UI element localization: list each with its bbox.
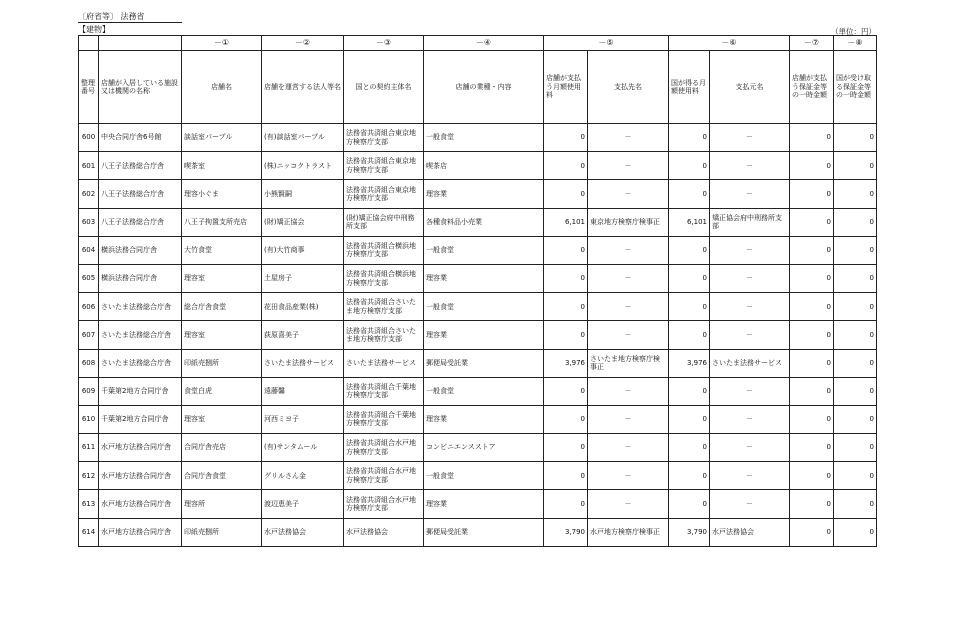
cell-business-type: 理容業 — [424, 321, 544, 349]
cell-payer: － — [710, 236, 790, 264]
header-payer: 支払元名 — [710, 51, 790, 124]
cell-facility: さいたま法務総合庁舎 — [99, 293, 182, 321]
cell-payee: － — [588, 462, 669, 490]
category-label: 【建物】 — [78, 25, 110, 34]
cell-payee: － — [588, 124, 669, 152]
cell-facility: 八王子法務総合庁舎 — [99, 208, 182, 236]
cell-monthly-fee-paid: 0 — [544, 124, 588, 152]
cell-deposit-received: 0 — [834, 518, 877, 546]
cell-deposit-received: 0 — [834, 124, 877, 152]
col-number: －⑧ — [834, 36, 877, 51]
cell-operator: 遠藤馨 — [262, 377, 344, 405]
cell-payee: － — [588, 405, 669, 433]
table-row — [79, 462, 877, 490]
cell-contract-party: さいたま法務サービス — [344, 349, 424, 377]
cell-business-type: 一般食堂 — [424, 124, 544, 152]
table-row — [79, 264, 877, 292]
cell-payee: － — [588, 152, 669, 180]
cell-payer: さいたま法務サービス — [710, 349, 790, 377]
cell-payee: － — [588, 434, 669, 462]
cell-payer: － — [710, 490, 790, 518]
cell-shop-name: 八王子拘置支所売店 — [182, 208, 262, 236]
cell-facility: 水戸地方法務合同庁舎 — [99, 462, 182, 490]
cell-business-type: 喫茶店 — [424, 152, 544, 180]
cell-monthly-fee-paid: 0 — [544, 152, 588, 180]
cell-operator: (財)矯正協会 — [262, 208, 344, 236]
cell-monthly-fee-paid: 0 — [544, 462, 588, 490]
cell-deposit-received: 0 — [834, 490, 877, 518]
cell-monthly-fee-received: 3,790 — [669, 518, 710, 546]
header-operator: 店舗を運営する法人等名 — [262, 51, 344, 124]
cell-shop-name: 理容所 — [182, 490, 262, 518]
cell-deposit-received: 0 — [834, 152, 877, 180]
cell-shop-name: 理容室 — [182, 405, 262, 433]
table-row — [79, 490, 877, 518]
cell-deposit-received: 0 — [834, 349, 877, 377]
table-row — [79, 180, 877, 208]
cell-business-type: 理容業 — [424, 264, 544, 292]
cell-shop-name: 理容室 — [182, 321, 262, 349]
table-row — [79, 152, 877, 180]
cell-facility: さいたま法務総合庁舎 — [99, 349, 182, 377]
col-number: －② — [262, 36, 344, 51]
table-row — [79, 208, 877, 236]
cell-monthly-fee-paid: 0 — [544, 264, 588, 292]
cell-deposit-paid: 0 — [790, 152, 834, 180]
col-number: －⑦ — [790, 36, 834, 51]
cell-deposit-received: 0 — [834, 208, 877, 236]
table-row — [79, 236, 877, 264]
cell-deposit-paid: 0 — [790, 180, 834, 208]
cell-shop-name: 喫茶室 — [182, 152, 262, 180]
cell-payee: － — [588, 236, 669, 264]
cell-business-type: 理容業 — [424, 180, 544, 208]
cell-id: 610 — [79, 405, 99, 433]
cell-payer: － — [710, 321, 790, 349]
cell-facility: 横浜法務合同庁舎 — [99, 264, 182, 292]
cell-contract-party: 法務省共済組合さいたま地方検察庁支部 — [344, 293, 424, 321]
cell-deposit-received: 0 — [834, 293, 877, 321]
table-row — [79, 349, 877, 377]
cell-contract-party: 法務省共済組合水戸地方検察庁支部 — [344, 434, 424, 462]
cell-payer: － — [710, 264, 790, 292]
cell-business-type: 各種食料品小売業 — [424, 208, 544, 236]
header-monthly-fee-paid: 店舗が支払う月額使用料 — [544, 51, 588, 124]
cell-monthly-fee-paid: 6,101 — [544, 208, 588, 236]
cell-operator: 荻原喜美子 — [262, 321, 344, 349]
header-id: 整理番号 — [79, 51, 99, 124]
cell-monthly-fee-received: 0 — [669, 152, 710, 180]
cell-id: 612 — [79, 462, 99, 490]
cell-monthly-fee-received: 0 — [669, 180, 710, 208]
cell-deposit-paid: 0 — [790, 321, 834, 349]
cell-payee: 東京地方検察庁検事正 — [588, 208, 669, 236]
cell-facility: さいたま法務総合庁舎 — [99, 321, 182, 349]
cell-monthly-fee-received: 0 — [669, 236, 710, 264]
cell-deposit-received: 0 — [834, 321, 877, 349]
cell-shop-name: 談話室パープル — [182, 124, 262, 152]
unit-label: （単位：円） — [831, 27, 876, 36]
cell-id: 608 — [79, 349, 99, 377]
ministry-underline — [78, 22, 182, 23]
cell-operator: (有)大竹商事 — [262, 236, 344, 264]
cell-business-type: 一般食堂 — [424, 377, 544, 405]
cell-payee: － — [588, 490, 669, 518]
cell-operator: 渡辺恵美子 — [262, 490, 344, 518]
cell-id: 602 — [79, 180, 99, 208]
cell-deposit-paid: 0 — [790, 124, 834, 152]
cell-id: 601 — [79, 152, 99, 180]
cell-contract-party: (財)矯正協会府中刑務所支部 — [344, 208, 424, 236]
cell-deposit-paid: 0 — [790, 236, 834, 264]
cell-business-type: 一般食堂 — [424, 236, 544, 264]
cell-monthly-fee-received: 3,976 — [669, 349, 710, 377]
cell-monthly-fee-paid: 0 — [544, 405, 588, 433]
cell-contract-party: 水戸法務協会 — [344, 518, 424, 546]
cell-monthly-fee-received: 0 — [669, 434, 710, 462]
cell-deposit-paid: 0 — [790, 490, 834, 518]
cell-id: 614 — [79, 518, 99, 546]
ministry-label: 〔府省等〕 法務省 — [78, 12, 145, 21]
cell-monthly-fee-paid: 3,790 — [544, 518, 588, 546]
cell-operator: (有)談話室パープル — [262, 124, 344, 152]
col-number: －① — [182, 36, 262, 51]
cell-deposit-received: 0 — [834, 236, 877, 264]
cell-business-type: 一般食堂 — [424, 293, 544, 321]
cell-business-type: 郵便局受託業 — [424, 518, 544, 546]
cell-monthly-fee-received: 0 — [669, 124, 710, 152]
cell-deposit-received: 0 — [834, 405, 877, 433]
cell-payee: － — [588, 180, 669, 208]
cell-payer: － — [710, 462, 790, 490]
cell-payee: 水戸地方検察庁検事正 — [588, 518, 669, 546]
cell-business-type: コンビニエンスストア — [424, 434, 544, 462]
cell-operator: 水戸法務協会 — [262, 518, 344, 546]
cell-id: 613 — [79, 490, 99, 518]
cell-contract-party: 法務省共済組合東京地方検察庁支部 — [344, 152, 424, 180]
cell-monthly-fee-paid: 0 — [544, 293, 588, 321]
table-row — [79, 124, 877, 152]
cell-id: 600 — [79, 124, 99, 152]
cell-deposit-received: 0 — [834, 434, 877, 462]
header-monthly-fee-received: 国が得る月額使用料 — [669, 51, 710, 124]
cell-facility: 水戸地方法務合同庁舎 — [99, 518, 182, 546]
cell-payee: さいたま地方検察庁検事正 — [588, 349, 669, 377]
cell-facility: 千葉第2地方合同庁舎 — [99, 377, 182, 405]
cell-id: 605 — [79, 264, 99, 292]
cell-deposit-received: 0 — [834, 462, 877, 490]
col-number: －⑥ — [669, 36, 790, 51]
cell-facility: 横浜法務合同庁舎 — [99, 236, 182, 264]
header-shop-name: 店舗名 — [182, 51, 262, 124]
cell-operator: 花田食品産業(株) — [262, 293, 344, 321]
cell-monthly-fee-received: 0 — [669, 377, 710, 405]
cell-id: 609 — [79, 377, 99, 405]
header-contract-party: 国との契約主体名 — [344, 51, 424, 124]
header-payee: 支払先名 — [588, 51, 669, 124]
cell-deposit-paid: 0 — [790, 462, 834, 490]
cell-payer: － — [710, 405, 790, 433]
cell-operator: 土屋房子 — [262, 264, 344, 292]
cell-deposit-received: 0 — [834, 264, 877, 292]
cell-contract-party: 法務省共済組合水戸地方検察庁支部 — [344, 462, 424, 490]
cell-monthly-fee-paid: 0 — [544, 236, 588, 264]
cell-shop-name: 食堂白虎 — [182, 377, 262, 405]
cell-operator: 小熊賢嗣 — [262, 180, 344, 208]
cell-business-type: 理容業 — [424, 490, 544, 518]
cell-facility: 水戸地方法務合同庁舎 — [99, 490, 182, 518]
cell-deposit-received: 0 — [834, 180, 877, 208]
cell-payer: － — [710, 377, 790, 405]
cell-business-type: 理容業 — [424, 405, 544, 433]
table-row — [79, 434, 877, 462]
cell-contract-party: 法務省共済組合横浜地方検察庁支部 — [344, 236, 424, 264]
shop-table — [78, 35, 877, 547]
cell-contract-party: 法務省共済組合東京地方検察庁支部 — [344, 180, 424, 208]
cell-shop-name: 合同庁舎食堂 — [182, 462, 262, 490]
col-number — [99, 36, 182, 51]
column-number-row — [79, 36, 877, 51]
cell-operator: さいたま法務サービス — [262, 349, 344, 377]
cell-monthly-fee-paid: 0 — [544, 377, 588, 405]
cell-deposit-paid: 0 — [790, 349, 834, 377]
cell-contract-party: 法務省共済組合横浜地方検察庁支部 — [344, 264, 424, 292]
col-number: －⑤ — [544, 36, 669, 51]
cell-facility: 中央合同庁舎6号館 — [99, 124, 182, 152]
cell-shop-name: 印紙売捌所 — [182, 518, 262, 546]
cell-id: 607 — [79, 321, 99, 349]
cell-shop-name: 理容小ぐま — [182, 180, 262, 208]
cell-shop-name: 総合庁舎食堂 — [182, 293, 262, 321]
cell-operator: グリルさん金 — [262, 462, 344, 490]
cell-monthly-fee-paid: 0 — [544, 434, 588, 462]
header-business-type: 店舗の業種・内容 — [424, 51, 544, 124]
cell-contract-party: 法務省共済組合千葉地方検察庁支部 — [344, 405, 424, 433]
cell-deposit-paid: 0 — [790, 434, 834, 462]
cell-facility: 水戸地方法務合同庁舎 — [99, 434, 182, 462]
cell-id: 603 — [79, 208, 99, 236]
cell-operator: (有)サンタムール — [262, 434, 344, 462]
table-row — [79, 405, 877, 433]
cell-deposit-paid: 0 — [790, 293, 834, 321]
column-header-row — [79, 51, 877, 124]
cell-monthly-fee-received: 0 — [669, 293, 710, 321]
cell-shop-name: 大竹食堂 — [182, 236, 262, 264]
cell-contract-party: 法務省共済組合東京地方検察庁支部 — [344, 124, 424, 152]
cell-id: 604 — [79, 236, 99, 264]
cell-payer: － — [710, 293, 790, 321]
cell-id: 606 — [79, 293, 99, 321]
cell-operator: 河西ミヨ子 — [262, 405, 344, 433]
cell-contract-party: 法務省共済組合水戸地方検察庁支部 — [344, 490, 424, 518]
cell-id: 611 — [79, 434, 99, 462]
cell-deposit-paid: 0 — [790, 208, 834, 236]
cell-operator: (株)ニッコクトラスト — [262, 152, 344, 180]
cell-shop-name: 印紙売捌所 — [182, 349, 262, 377]
cell-monthly-fee-received: 0 — [669, 462, 710, 490]
cell-facility: 八王子法務総合庁舎 — [99, 152, 182, 180]
cell-payer: － — [710, 180, 790, 208]
cell-monthly-fee-received: 0 — [669, 264, 710, 292]
cell-payer: － — [710, 152, 790, 180]
cell-deposit-paid: 0 — [790, 264, 834, 292]
table-row — [79, 293, 877, 321]
cell-deposit-paid: 0 — [790, 518, 834, 546]
cell-payer: 矯正協会府中刑務所支部 — [710, 208, 790, 236]
cell-payer: 水戸法務協会 — [710, 518, 790, 546]
cell-facility: 八王子法務総合庁舎 — [99, 180, 182, 208]
table-row — [79, 321, 877, 349]
table-row — [79, 518, 877, 546]
header-deposit-paid: 店舗が支払う保証金等の一時金額 — [790, 51, 834, 124]
col-number: －④ — [424, 36, 544, 51]
cell-monthly-fee-paid: 0 — [544, 321, 588, 349]
cell-monthly-fee-received: 0 — [669, 321, 710, 349]
col-number: －③ — [344, 36, 424, 51]
cell-deposit-paid: 0 — [790, 377, 834, 405]
table-row — [79, 377, 877, 405]
cell-payee: － — [588, 264, 669, 292]
cell-business-type: 一般食堂 — [424, 462, 544, 490]
cell-shop-name: 合同庁舎売店 — [182, 434, 262, 462]
cell-shop-name: 理容室 — [182, 264, 262, 292]
cell-business-type: 郵便局受託業 — [424, 349, 544, 377]
cell-deposit-received: 0 — [834, 377, 877, 405]
cell-payee: － — [588, 377, 669, 405]
cell-payer: － — [710, 124, 790, 152]
header-facility: 店舗が入居している施設又は機関の名称 — [99, 51, 182, 124]
cell-payer: － — [710, 434, 790, 462]
cell-monthly-fee-paid: 3,976 — [544, 349, 588, 377]
cell-monthly-fee-paid: 0 — [544, 180, 588, 208]
cell-monthly-fee-received: 6,101 — [669, 208, 710, 236]
cell-monthly-fee-received: 0 — [669, 405, 710, 433]
cell-payee: － — [588, 321, 669, 349]
cell-contract-party: 法務省共済組合さいたま地方検察庁支部 — [344, 321, 424, 349]
cell-contract-party: 法務省共済組合千葉地方検察庁支部 — [344, 377, 424, 405]
header-deposit-received: 国が受け取る保証金等の一時金額 — [834, 51, 877, 124]
cell-monthly-fee-received: 0 — [669, 490, 710, 518]
cell-deposit-paid: 0 — [790, 405, 834, 433]
cell-facility: 千葉第2地方合同庁舎 — [99, 405, 182, 433]
cell-payee: － — [588, 293, 669, 321]
col-number — [79, 36, 99, 51]
cell-monthly-fee-paid: 0 — [544, 490, 588, 518]
